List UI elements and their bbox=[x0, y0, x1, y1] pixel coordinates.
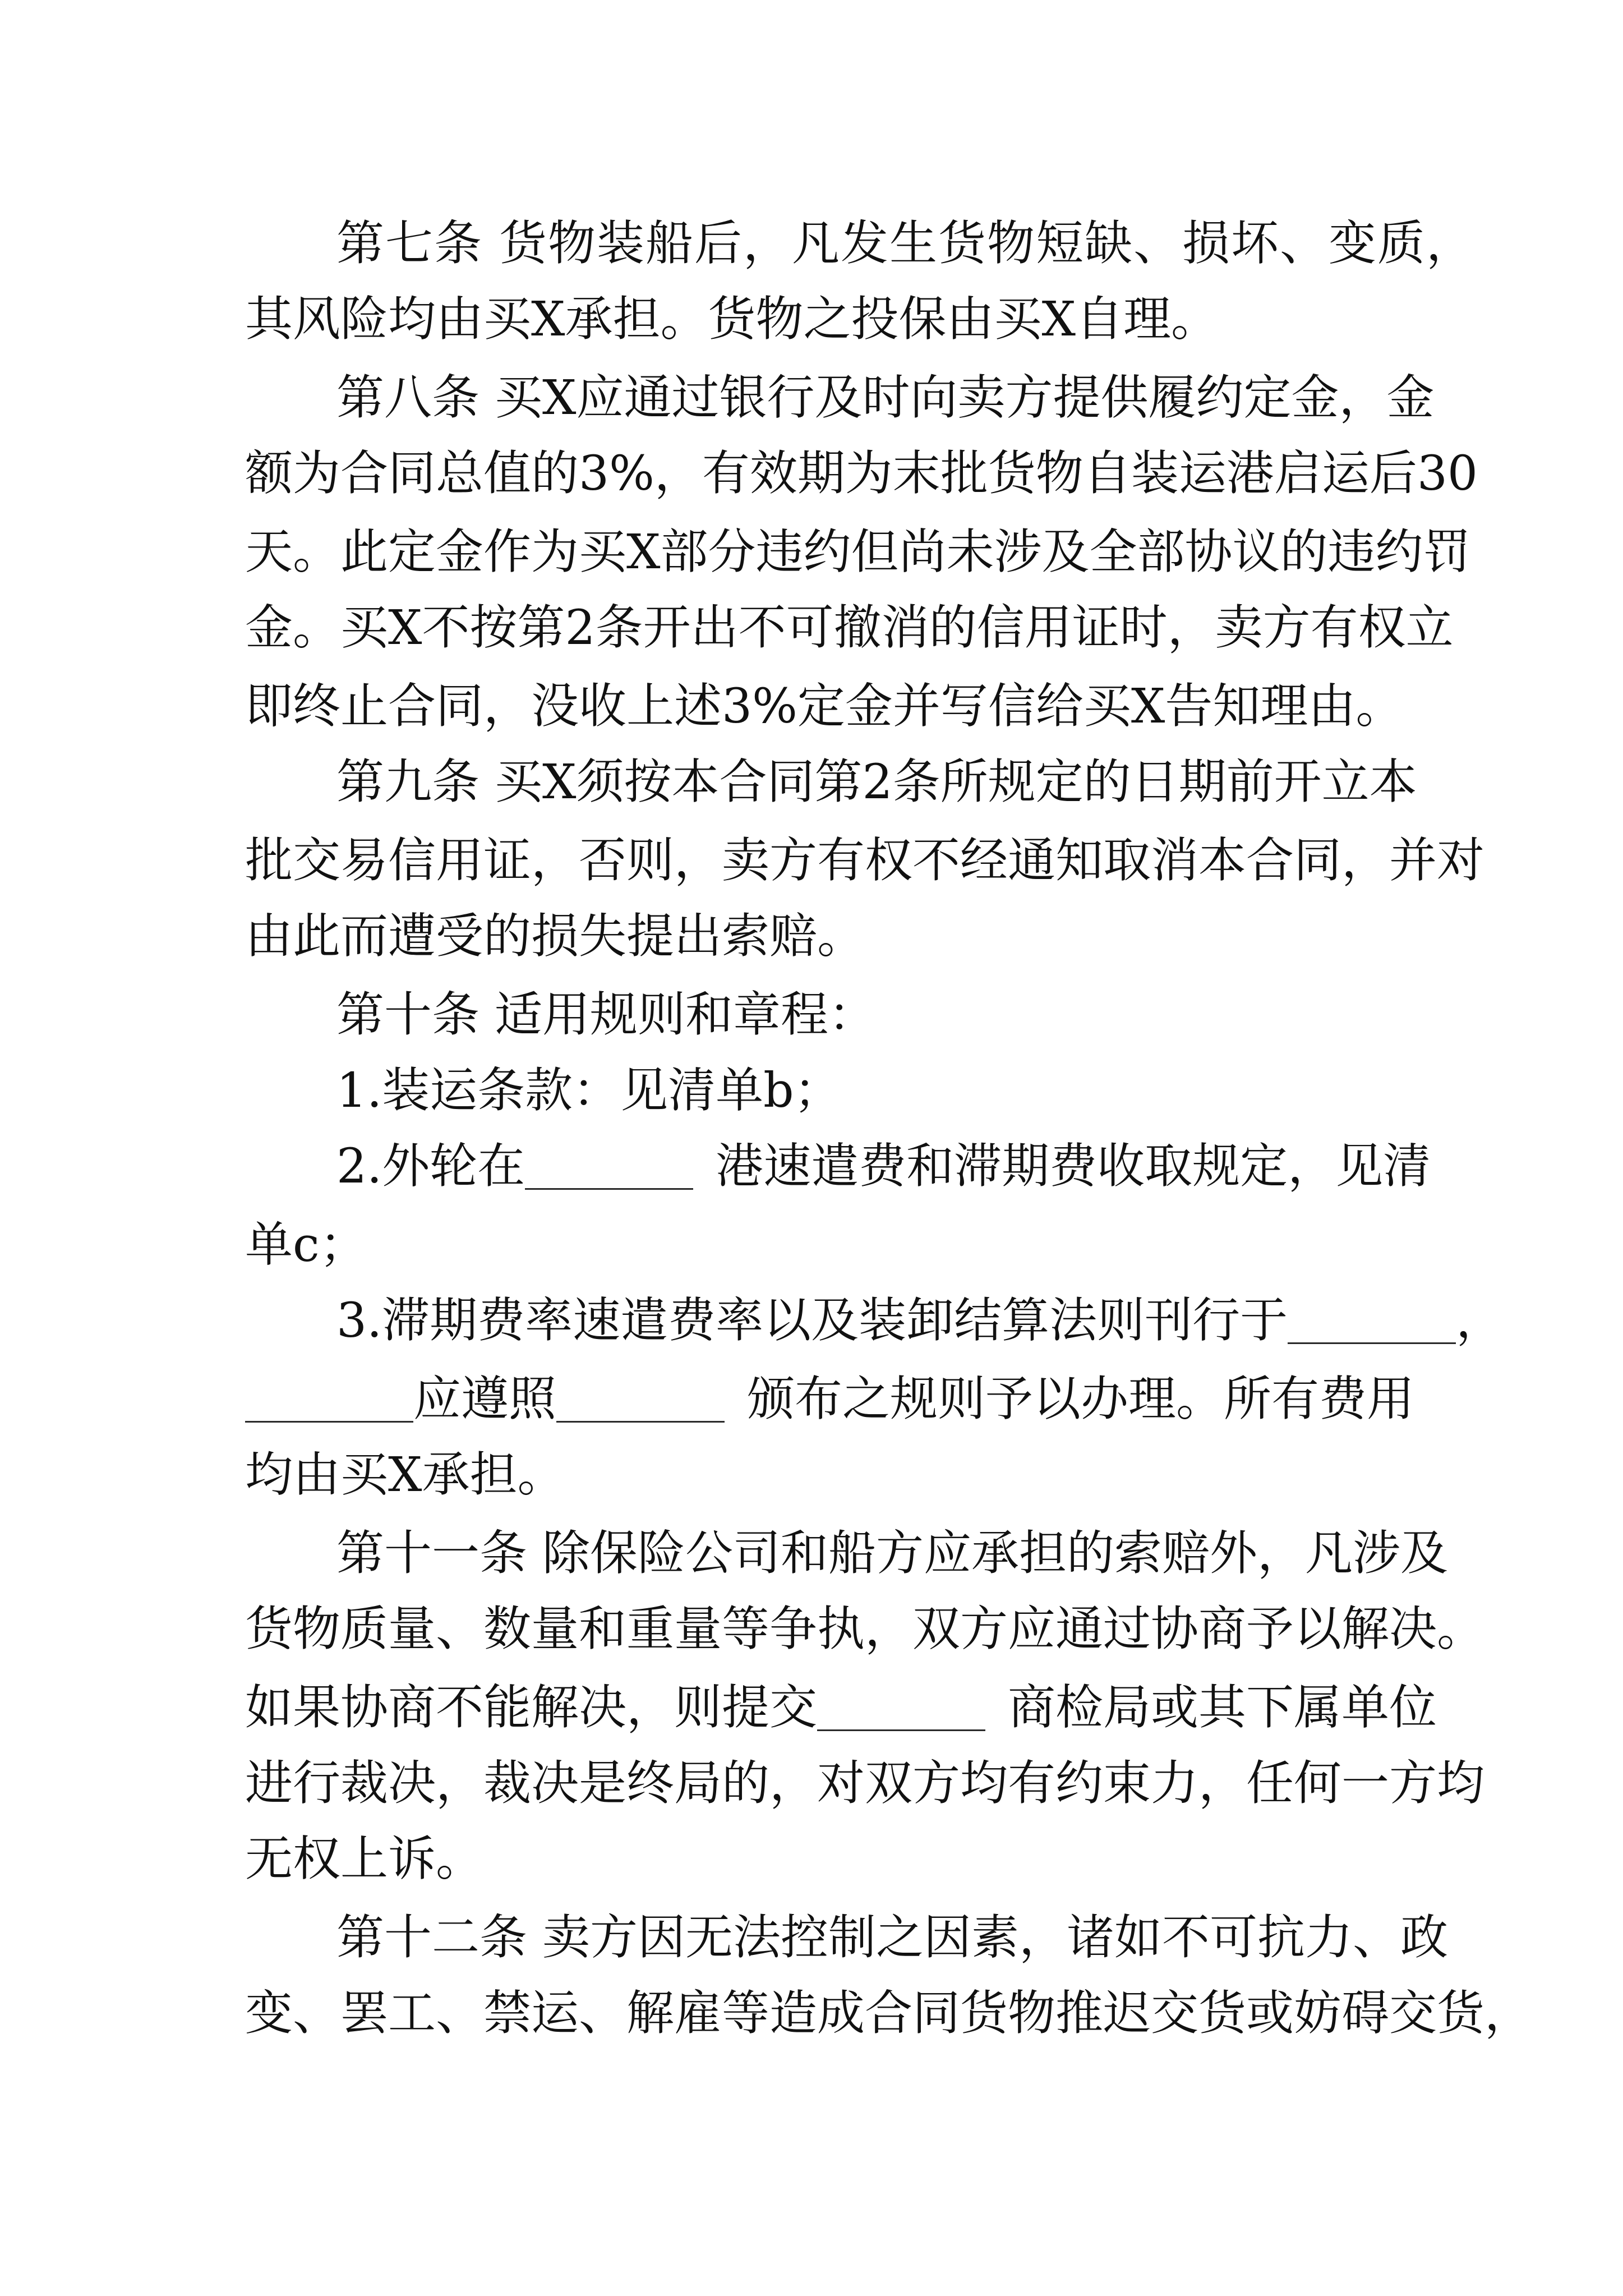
article-8-text-1: 第八条 买X应通过银行及时向卖方提供履约定金，金 bbox=[336, 370, 1435, 426]
fill-in-blank bbox=[245, 1377, 413, 1423]
article-10-item-3-text-b: ， bbox=[1456, 1293, 1504, 1349]
article-10-item-3-line-3 bbox=[0, 1436, 1623, 1515]
article-12-line-2 bbox=[0, 1975, 1623, 2053]
article-8-text-2: 额为合同总值的3%，有效期为末批货物自装运港启运后30 bbox=[245, 446, 1478, 501]
article-12-line-1 bbox=[0, 1899, 1623, 1977]
article-8-line-1 bbox=[0, 359, 1623, 438]
article-8-text-4: 金。买X不按第2条开出不可撤消的信用证时，卖方有权立 bbox=[245, 600, 1454, 656]
fill-in-blank bbox=[817, 1686, 985, 1731]
article-9-line-1 bbox=[0, 743, 1623, 822]
article-11-line-2 bbox=[0, 1590, 1623, 1669]
article-10-item-2-text-b: 港速遣费和滞期费收取规定，见清 bbox=[716, 1139, 1431, 1194]
article-8-line-5 bbox=[0, 668, 1623, 746]
article-7-line-2 bbox=[0, 280, 1623, 359]
article-10-item-3-text-a: 3.滞期费率速遣费率以及装卸结算法则刊行于 bbox=[336, 1293, 1288, 1349]
article-11-text-5: 无权上诉。 bbox=[245, 1832, 484, 1887]
article-10-heading: 第十条 适用规则和章程： bbox=[336, 987, 877, 1043]
article-10-item-3-text-d: 颁布之规则予以办理。所有费用 bbox=[747, 1372, 1415, 1427]
article-7-line-1 bbox=[0, 205, 1623, 283]
article-11-line-5 bbox=[0, 1820, 1623, 1899]
article-8-text-5: 即终止合同，没收上述3%定金并写信给买X告知理由。 bbox=[245, 679, 1404, 734]
article-9-line-2 bbox=[0, 822, 1623, 900]
fill-in-blank bbox=[525, 1144, 693, 1190]
article-10-item-3-text-e: 均由买X承担。 bbox=[245, 1447, 565, 1503]
article-10-item-3-line-1 bbox=[0, 1282, 1623, 1360]
article-10-item-1 bbox=[0, 1052, 1623, 1130]
article-12-text-1: 第十二条 卖方因无法控制之因素，诸如不可抗力、政 bbox=[336, 1910, 1449, 1966]
article-7-text-2: 其风险均由买X承担。货物之投保由买X自理。 bbox=[245, 292, 1219, 347]
article-10-item-2-line-1 bbox=[0, 1128, 1623, 1206]
article-10-item-2-line-2 bbox=[0, 1206, 1623, 1285]
article-9-line-3 bbox=[0, 898, 1623, 976]
article-8-line-3 bbox=[0, 513, 1623, 592]
article-10-item-2-text-c: 单c； bbox=[245, 1217, 367, 1273]
article-10-item-3-line-2 bbox=[0, 1360, 1623, 1439]
article-11-text-4: 进行裁决，裁决是终局的，对双方均有约束力，任何一方均 bbox=[245, 1756, 1485, 1811]
article-11-line-3 bbox=[0, 1669, 1623, 1747]
article-11-text-1: 第十一条 除保险公司和船方应承担的索赔外，凡涉及 bbox=[336, 1526, 1449, 1581]
article-10-item-2-text-a: 2.外轮在 bbox=[336, 1139, 525, 1194]
article-11-text-3a: 如果协商不能解决，则提交 bbox=[245, 1680, 818, 1736]
article-10-line-1 bbox=[0, 976, 1623, 1055]
fill-in-blank bbox=[1288, 1299, 1456, 1344]
fill-in-blank bbox=[556, 1377, 725, 1423]
article-11-text-3b: 商检局或其下属单位 bbox=[1008, 1680, 1437, 1736]
article-11-text-2: 货物质量、数量和重量等争执，双方应通过协商予以解决。 bbox=[245, 1602, 1485, 1657]
article-9-text-1: 第九条 买X须按本合同第2条所规定的日期前开立本 bbox=[336, 754, 1417, 810]
article-12-text-2: 变、罢工、禁运、解雇等造成合同货物推迟交货或妨碍交货， bbox=[245, 1986, 1533, 2041]
article-8-line-2 bbox=[0, 435, 1623, 513]
article-11-line-1 bbox=[0, 1515, 1623, 1593]
article-7-text-1: 第七条 货物装船后，凡发生货物短缺、损坏、变质， bbox=[336, 216, 1476, 272]
article-9-text-3: 由此而遭受的损失提出索赔。 bbox=[245, 909, 865, 964]
article-8-text-3: 天。此定金作为买X部分违约但尚未涉及全部协议的违约罚 bbox=[245, 524, 1471, 580]
article-9-text-2: 批交易信用证，否则，卖方有权不经通知取消本合同，并对 bbox=[245, 833, 1485, 889]
article-11-line-4 bbox=[0, 1745, 1623, 1823]
article-10-item-3-text-c: 应遵照 bbox=[413, 1372, 557, 1427]
article-10-item-1-text: 1.装运条款：见清单b； bbox=[336, 1063, 842, 1119]
article-8-line-4 bbox=[0, 589, 1623, 668]
